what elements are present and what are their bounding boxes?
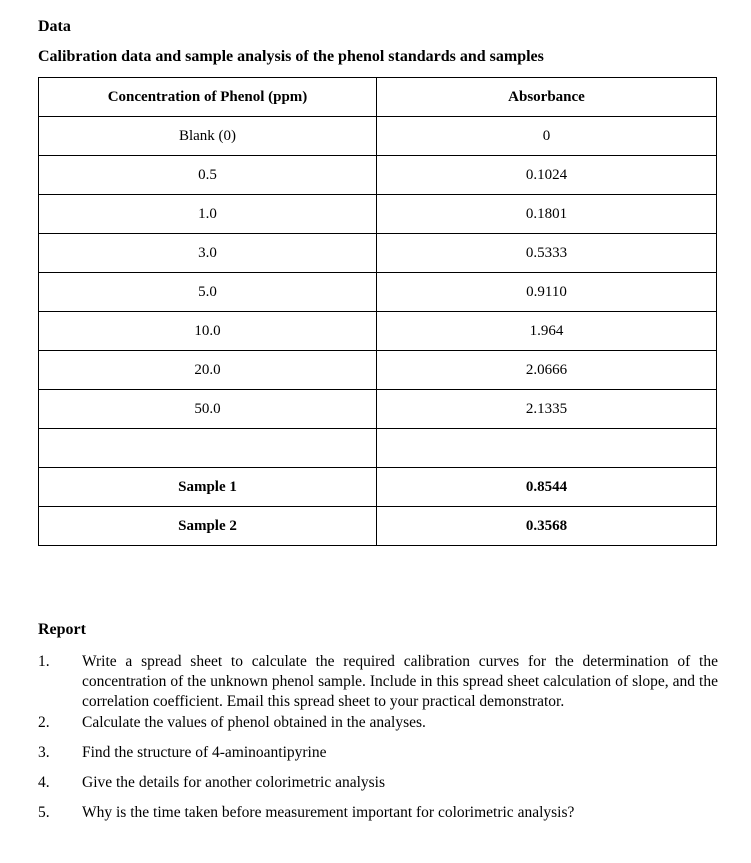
table-row bbox=[39, 117, 717, 156]
concentration-cell: Blank (0) bbox=[39, 117, 377, 156]
absorbance-cell: 2.0666 bbox=[377, 351, 717, 390]
table-row-empty bbox=[39, 429, 717, 468]
item-number: 3. bbox=[38, 744, 50, 761]
concentration-cell: 3.0 bbox=[39, 234, 377, 273]
list-item bbox=[38, 743, 718, 763]
concentration-cell: 5.0 bbox=[39, 273, 377, 312]
table-row bbox=[39, 351, 717, 390]
concentration-cell: 20.0 bbox=[39, 351, 377, 390]
table-row bbox=[39, 273, 717, 312]
list-item bbox=[38, 803, 718, 823]
item-text: Why is the time taken before measurement important for colorimetric analysis? bbox=[82, 804, 575, 821]
header-concentration: Concentration of Phenol (ppm) bbox=[39, 78, 377, 117]
table-row bbox=[39, 390, 717, 429]
sample-label-cell: Sample 1 bbox=[39, 468, 377, 507]
list-item bbox=[38, 773, 718, 793]
item-text: Write a spread sheet to calculate the required calibration curves for the determination of the concentration of the unknown phenol sample. Include in this spread sheet calculation of slope, and the correlation coefficient. Email this spread sheet to your practical demonstrator. bbox=[82, 653, 718, 710]
item-text: Find the structure of 4-aminoantipyrine bbox=[82, 744, 327, 761]
concentration-cell bbox=[39, 429, 377, 468]
data-heading: Data bbox=[38, 18, 71, 35]
item-number: 2. bbox=[38, 714, 50, 731]
table-caption: Calibration data and sample analysis of the phenol standards and samples bbox=[38, 48, 544, 65]
table-row bbox=[39, 195, 717, 234]
absorbance-cell bbox=[377, 429, 717, 468]
sample-row bbox=[39, 468, 717, 507]
absorbance-cell: 0.9110 bbox=[377, 273, 717, 312]
list-item bbox=[38, 713, 718, 733]
concentration-cell: 1.0 bbox=[39, 195, 377, 234]
item-number: 4. bbox=[38, 774, 50, 791]
concentration-cell: 0.5 bbox=[39, 156, 377, 195]
absorbance-cell: 1.964 bbox=[377, 312, 717, 351]
item-text: Give the details for another colorimetric analysis bbox=[82, 774, 386, 791]
table-header-row bbox=[39, 78, 717, 117]
absorbance-cell: 2.1335 bbox=[377, 390, 717, 429]
table-row bbox=[39, 312, 717, 351]
header-absorbance: Absorbance bbox=[377, 78, 717, 117]
concentration-cell: 50.0 bbox=[39, 390, 377, 429]
report-list bbox=[38, 652, 718, 823]
absorbance-cell: 0.1801 bbox=[377, 195, 717, 234]
sample-absorbance-cell: 0.8544 bbox=[377, 468, 717, 507]
sample-row bbox=[39, 507, 717, 546]
list-item bbox=[38, 652, 718, 712]
sample-absorbance-cell: 0.3568 bbox=[377, 507, 717, 546]
item-text: Calculate the values of phenol obtained in the analyses. bbox=[82, 714, 426, 731]
report-heading: Report bbox=[38, 621, 86, 638]
calibration-table bbox=[38, 77, 717, 546]
absorbance-cell: 0 bbox=[377, 117, 717, 156]
concentration-cell: 10.0 bbox=[39, 312, 377, 351]
table-row bbox=[39, 234, 717, 273]
absorbance-cell: 0.1024 bbox=[377, 156, 717, 195]
sample-label-cell: Sample 2 bbox=[39, 507, 377, 546]
item-number: 5. bbox=[38, 804, 50, 821]
absorbance-cell: 0.5333 bbox=[377, 234, 717, 273]
table-row bbox=[39, 156, 717, 195]
item-number: 1. bbox=[38, 653, 50, 670]
